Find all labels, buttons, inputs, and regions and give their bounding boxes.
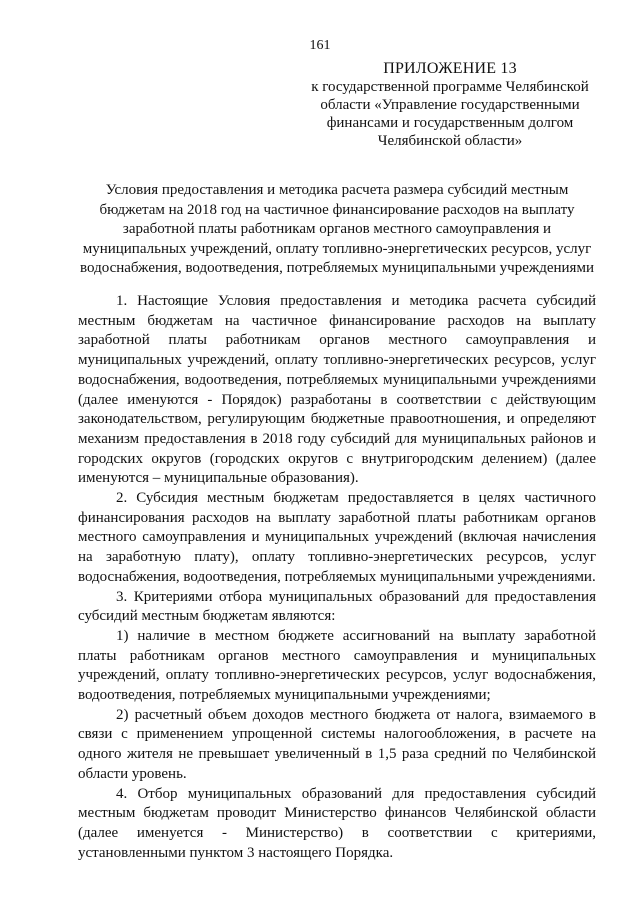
appendix-header xyxy=(300,60,600,150)
appendix-line: области «Управление государственными xyxy=(320,97,580,113)
paragraph: 1. Настоящие Условия предоставления и методика расчета субсидий местным бюджетам на частичное финансирование расходов на выплату заработной платы работникам органов местного самоуправления и муниципальных учреждений, оплату топливно-энергетических ресурсов, услуг водоснабжения, водоотведения, потребляемых муниципальными учреждениями (далее именуются - Порядок) разработаны в соответствии с действующим законодательством, регулирующим бюджетные правоотношения, и определяют механизм предоставления в 2018 году субсидий для муниципальных районов и городских округов (городских округов с внутригородским делением) (далее именуются – муниципальные образования). xyxy=(78,293,596,487)
appendix-line: к государственной программе Челябинской xyxy=(311,79,589,95)
paragraph: 3. Критериями отбора муниципальных образований для предоставления субсидий местным бюджетам являются: xyxy=(78,588,596,625)
appendix-line: финансами и государственным долгом xyxy=(326,115,574,131)
page-number: 161 xyxy=(309,38,331,53)
paragraph: 1) наличие в местном бюджете ассигнований на выплату заработной платы работникам органов местного самоуправления и муниципальных учреждений, оплату топливно-энергетических ресурсов, услуг водоснабжения, водоотведения, потребляемых муниципальными учреждениями; xyxy=(78,627,596,704)
appendix-title: ПРИЛОЖЕНИЕ 13 xyxy=(383,60,517,77)
appendix-line: Челябинской области» xyxy=(377,133,523,149)
paragraph: 4. Отбор муниципальных образований для предоставления субсидий местным бюджетам проводит Министерство финансов Челябинской области (далее именуется - Министерство) в соответствии с критериями, установленными пунктом 3 настоящего Порядка. xyxy=(78,785,596,861)
paragraph: 2. Субсидия местным бюджетам предоставляется в целях частичного финансирования расходов на выплату заработной платы работникам органов местного самоуправления и муниципальных учреждений (включая начисления на заработную плату), оплату топливно-энергетических ресурсов, услуг водоснабжения, водоотведения, потребляемых муниципальными учреждениями. xyxy=(78,490,596,585)
document-body xyxy=(78,292,596,863)
document-title: Условия предоставления и методика расчета размера субсидий местным бюджетам на 2018 год на частичное финансирование расходов на выплату заработной платы работникам органов местного самоуправления и муниципальных учреждений, оплату топливно-энергетических ресурсов, услуг водоснабжения, водоотведения, потребляемых муниципальными учреждениями xyxy=(80,182,594,276)
paragraph: 2) расчетный объем доходов местного бюджета от налога, взимаемого в связи с применением упрощенной системы налогообложения, в расчете на одного жителя не превышает увеличенный в 1,5 раза средний по Челябинской области уровень. xyxy=(78,706,596,782)
